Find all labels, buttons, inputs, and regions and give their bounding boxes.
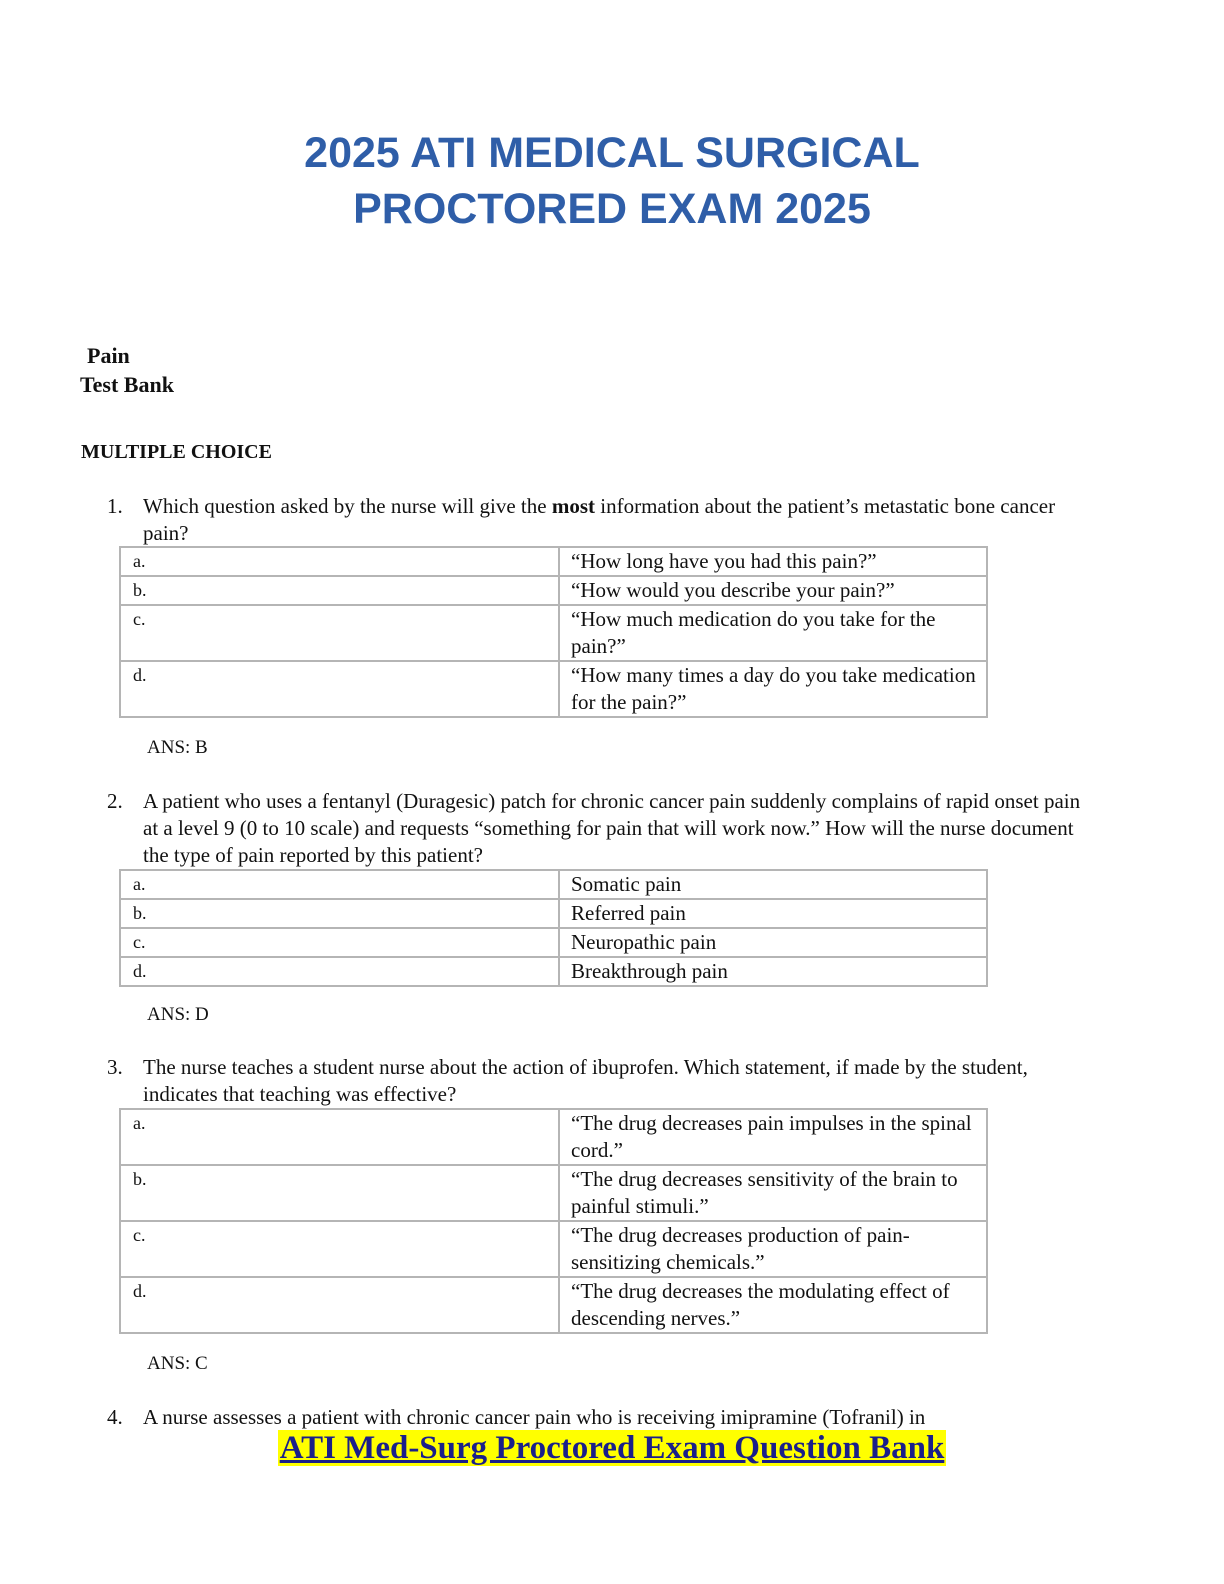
option-row[interactable]: [120, 661, 987, 717]
option-row[interactable]: [120, 870, 987, 899]
option-text: “How long have you had this pain?”: [559, 547, 987, 576]
question-text: Which question asked by the nurse will give the most information about the patient’s metastatic bone cancer pain?: [143, 494, 1056, 545]
option-row[interactable]: [120, 957, 987, 986]
question-number: 2.: [107, 789, 123, 813]
option-text: “How would you describe your pain?”: [559, 576, 987, 605]
option-row[interactable]: [120, 928, 987, 957]
question-number: 3.: [107, 1055, 123, 1079]
options-table-1: [119, 546, 988, 718]
question-text: A patient who uses a fentanyl (Duragesic) patch for chronic cancer pain suddenly complains of rapid onset pain at a level 9 (0 to 10 scale) and requests “something for pain that will work now.” How will the nurse document the type of pain reported by this patient?: [143, 789, 1081, 867]
option-letter: d.: [120, 661, 559, 717]
option-letter: d.: [120, 957, 559, 986]
option-letter: b.: [120, 576, 559, 605]
question-1: [107, 493, 1087, 547]
section-topic: Pain: [87, 343, 130, 368]
option-letter: c.: [120, 928, 559, 957]
option-letter: a.: [120, 870, 559, 899]
option-text: Referred pain: [559, 899, 987, 928]
option-row[interactable]: [120, 1277, 987, 1333]
footer-banner: [0, 1430, 1224, 1467]
option-row[interactable]: [120, 1109, 987, 1165]
option-row[interactable]: [120, 576, 987, 605]
answer-3: ANS: C: [147, 1353, 208, 1374]
section-subtitle: Test Bank: [80, 372, 174, 397]
option-row[interactable]: [120, 605, 987, 661]
option-text: “How much medication do you take for the pain?”: [559, 605, 987, 661]
option-text: “The drug decreases production of pain-sensitizing chemicals.”: [559, 1221, 987, 1277]
options-table-3: [119, 1108, 988, 1334]
option-letter: b.: [120, 899, 559, 928]
option-text: Somatic pain: [559, 870, 987, 899]
option-row[interactable]: [120, 899, 987, 928]
option-text: “The drug decreases pain impulses in the spinal cord.”: [559, 1109, 987, 1165]
option-letter: a.: [120, 547, 559, 576]
question-text: The nurse teaches a student nurse about the action of ibuprofen. Which statement, if made by the student, indicates that teaching was effective?: [143, 1055, 1028, 1106]
option-row[interactable]: [120, 547, 987, 576]
title-line-2: PROCTORED EXAM 2025: [353, 185, 871, 233]
option-row[interactable]: [120, 1221, 987, 1277]
question-bank-link[interactable]: ATI Med-Surg Proctored Exam Question Bank: [279, 1430, 945, 1466]
option-letter: d.: [120, 1277, 559, 1333]
question-3: [107, 1054, 1087, 1108]
answer-2: ANS: D: [147, 1004, 209, 1025]
title-line-1: 2025 ATI MEDICAL SURGICAL: [304, 129, 920, 177]
option-text: “The drug decreases sensitivity of the brain to painful stimuli.”: [559, 1165, 987, 1221]
option-text: “The drug decreases the modulating effect of descending nerves.”: [559, 1277, 987, 1333]
option-row[interactable]: [120, 1165, 987, 1221]
option-text: Breakthrough pain: [559, 957, 987, 986]
options-table-2: [119, 869, 988, 987]
question-number: 4.: [107, 1405, 123, 1429]
option-letter: b.: [120, 1165, 559, 1221]
question-2: [107, 788, 1087, 869]
option-letter: a.: [120, 1109, 559, 1165]
question-text: A nurse assesses a patient with chronic cancer pain who is receiving imipramine (Tofranil) in: [143, 1405, 926, 1429]
option-letter: c.: [120, 605, 559, 661]
option-text: “How many times a day do you take medication for the pain?”: [559, 661, 987, 717]
question-4: [107, 1404, 1087, 1431]
option-letter: c.: [120, 1221, 559, 1277]
document-title: [0, 125, 1224, 237]
question-number: 1.: [107, 494, 123, 518]
option-text: Neuropathic pain: [559, 928, 987, 957]
answer-1: ANS: B: [147, 737, 208, 758]
question-type-heading: MULTIPLE CHOICE: [81, 441, 272, 463]
